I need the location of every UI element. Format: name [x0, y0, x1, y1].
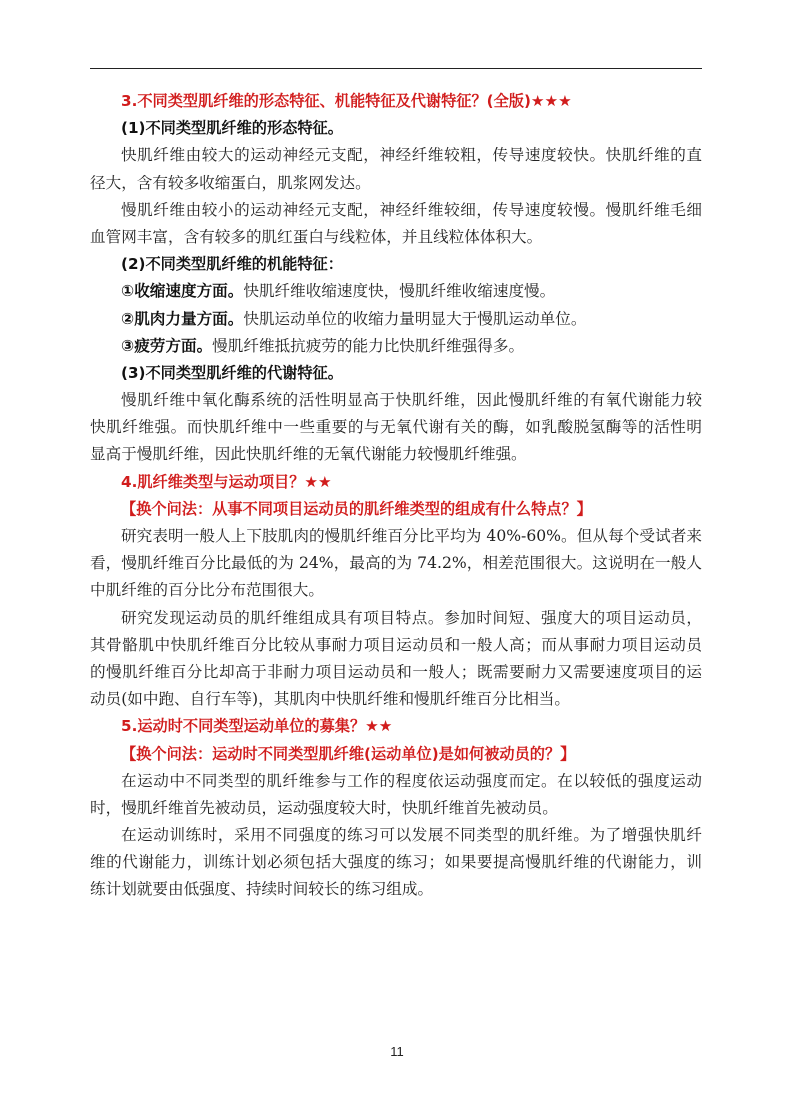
function-item-text: 快肌纤维收缩速度快，慢肌纤维收缩速度慢。 — [243, 282, 556, 301]
alternate-question-q5: 【换个问法：运动时不同类型肌纤维(运动单位)是如何被动员的？】 — [121, 744, 576, 763]
subheading-morphology: (1)不同类型肌纤维的形态特征。 — [121, 119, 343, 138]
page-body — [90, 88, 702, 904]
function-item-fatigue — [90, 333, 702, 360]
subheading-metabolism: (3)不同类型肌纤维的代谢特征。 — [121, 363, 343, 382]
function-item-text: 快肌运动单位的收缩力量明显大于慢肌运动单位。 — [243, 309, 587, 328]
text-line: 动员(如中跑、自行车等)，其肌肉中快肌纤维和慢肌纤维百分比相当。 — [90, 690, 570, 709]
paragraph-training — [90, 822, 702, 904]
page-number: 11 — [390, 1044, 404, 1059]
function-item-contraction-speed — [90, 278, 702, 305]
function-item-text: 慢肌纤维抵抗疲劳的能力比快肌纤维强得多。 — [212, 336, 525, 355]
paragraph-metabolism — [90, 387, 702, 469]
text-line: 看，慢肌纤维百分比最低的为 24%，最高的为 74.2%，相差范围很大。这说明在一般人 — [90, 554, 702, 573]
function-item-lead: ①收缩速度方面。 — [121, 282, 244, 301]
section-heading-q3: 3.不同类型肌纤维的形态特征、机能特征及代谢特征？(全版)★★★ — [121, 92, 572, 110]
paragraph-fast-fiber-morphology — [90, 142, 702, 196]
function-item-lead: ③疲劳方面。 — [121, 336, 213, 355]
function-item-lead: ②肌肉力量方面。 — [121, 309, 244, 328]
text-line: 径大，含有较多收缩蛋白，肌浆网发达。 — [90, 173, 371, 192]
header-rule — [90, 68, 702, 69]
text-line: 快肌纤维强。而快肌纤维中一些重要的与无氧代谢有关的酶，如乳酸脱氢酶等的活性明 — [90, 418, 702, 437]
text-line: 快肌纤维由较大的运动神经元支配，神经纤维较粗，传导速度较快。快肌纤维的直 — [121, 146, 702, 165]
text-line: 慢肌纤维由较小的运动神经元支配，神经纤维较细，传导速度较慢。慢肌纤维毛细 — [121, 200, 702, 219]
text-line: 练计划就要由低强度、持续时间较长的练习组成。 — [90, 880, 434, 899]
subheading-function: (2)不同类型肌纤维的机能特征： — [121, 255, 343, 274]
paragraph-slow-fiber-morphology — [90, 197, 702, 251]
paragraph-fiber-percentage — [90, 523, 702, 605]
paragraph-athlete-fiber-composition — [90, 605, 702, 714]
text-line: 在运动中不同类型的肌纤维参与工作的程度依运动强度而定。在以较低的强度运动 — [121, 771, 702, 790]
text-line: 其骨骼肌中快肌纤维百分比较从事耐力项目运动员和一般人高；而从事耐力项目运动员 — [90, 635, 702, 654]
text-line: 在运动训练时，采用不同强度的练习可以发展不同类型的肌纤维。为了增强快肌纤 — [121, 826, 702, 845]
section-heading-q5: 5.运动时不同类型运动单位的募集？★★ — [121, 717, 393, 736]
text-line: 显高于慢肌纤维，因此快肌纤维的无氧代谢能力较慢肌纤维强。 — [90, 445, 527, 464]
alternate-question-q4: 【换个问法：从事不同项目运动员的肌纤维类型的组成有什么特点？】 — [121, 499, 592, 518]
text-line: 研究表明一般人上下肢肌肉的慢肌纤维百分比平均为 40%-60%。但从每个受试者来 — [121, 527, 702, 545]
text-line: 慢肌纤维中氧化酶系统的活性明显高于快肌纤维，因此慢肌纤维的有氧代谢能力较 — [121, 391, 702, 410]
text-line: 时，慢肌纤维首先被动员，运动强度较大时，快肌纤维首先被动员。 — [90, 798, 558, 817]
text-line: 维的代谢能力，训练计划必须包括大强度的练习；如果要提高慢肌纤维的代谢能力，训 — [90, 853, 702, 872]
text-line: 研究发现运动员的肌纤维组成具有项目特点。参加时间短、强度大的项目运动员， — [121, 608, 702, 627]
text-line: 血管网丰富，含有较多的肌红蛋白与线粒体，并且线粒体体积大。 — [90, 227, 543, 246]
section-heading-q4: 4.肌纤维类型与运动项目？★★ — [121, 472, 332, 491]
function-item-muscle-strength — [90, 306, 702, 333]
paragraph-recruitment — [90, 768, 702, 822]
text-line: 中肌纤维的百分比分布范围很大。 — [90, 581, 324, 600]
text-line: 的慢肌纤维百分比却高于非耐力项目运动员和一般人；既需要耐力又需要速度项目的运 — [90, 662, 702, 681]
